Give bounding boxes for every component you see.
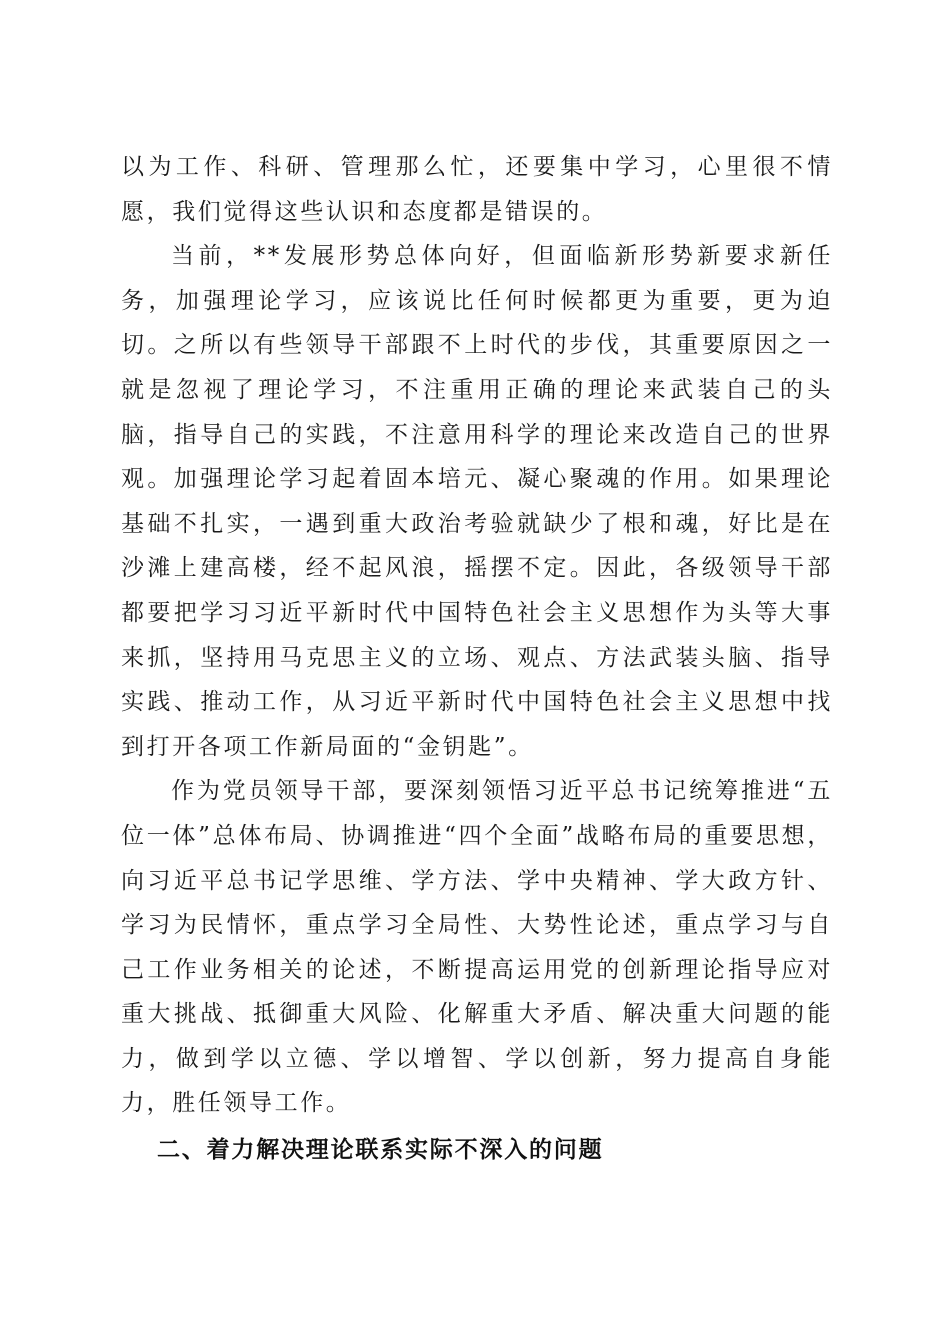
paragraph-party-leaders: 作为党员领导干部，要深刻领悟习近平总书记统筹推进“五位一体”总体布局、协调推进“四个全面”战略布局的重要思想，向习近平总书记学思维、学方法、学中央精神、学大政方针、学习为民情怀，重点学习全局性、大势性论述，重点学习与自己工作业务相关的论述，不断提高运用党的创新理论指导应对重大挑战、抵御重大风险、化解重大矛盾、解决重大问题的能力，做到学以立德、学以增智、学以创新，努力提高自身能力，胜任领导工作。 [121,778,833,1117]
section-heading: 二、着力解决理论联系实际不深入的问题 [157,1137,604,1164]
document-body [121,145,833,1173]
paragraph-continued: 以为工作、科研、管理那么忙，还要集中学习，心里很不情愿，我们觉得这些认识和态度都是错误的。 [121,154,833,225]
paragraph-current-situation: 当前，**发展形势总体向好，但面临新形势新要求新任务，加强理论学习，应该说比任何时候都更为重要，更为迫切。之所以有些领导干部跟不上时代的步伐，其重要原因之一就是忽视了理论学习，不注重用正确的理论来武装自己的头脑，指导自己的实践，不注意用科学的理论来改造自己的世界观。加强理论学习起着固本培元、凝心聚魂的作用。如果理论基础不扎实，一遇到重大政治考验就缺少了根和魂，好比是在沙滩上建高楼，经不起风浪，摇摆不定。因此，各级领导干部都要把学习习近平新时代中国特色社会主义思想作为头等大事来抓，坚持用马克思主义的立场、观点、方法武装头脑、指导实践、推动工作，从习近平新时代中国特色社会主义思想中找到打开各项工作新局面的“金钥匙”。 [121,243,833,760]
